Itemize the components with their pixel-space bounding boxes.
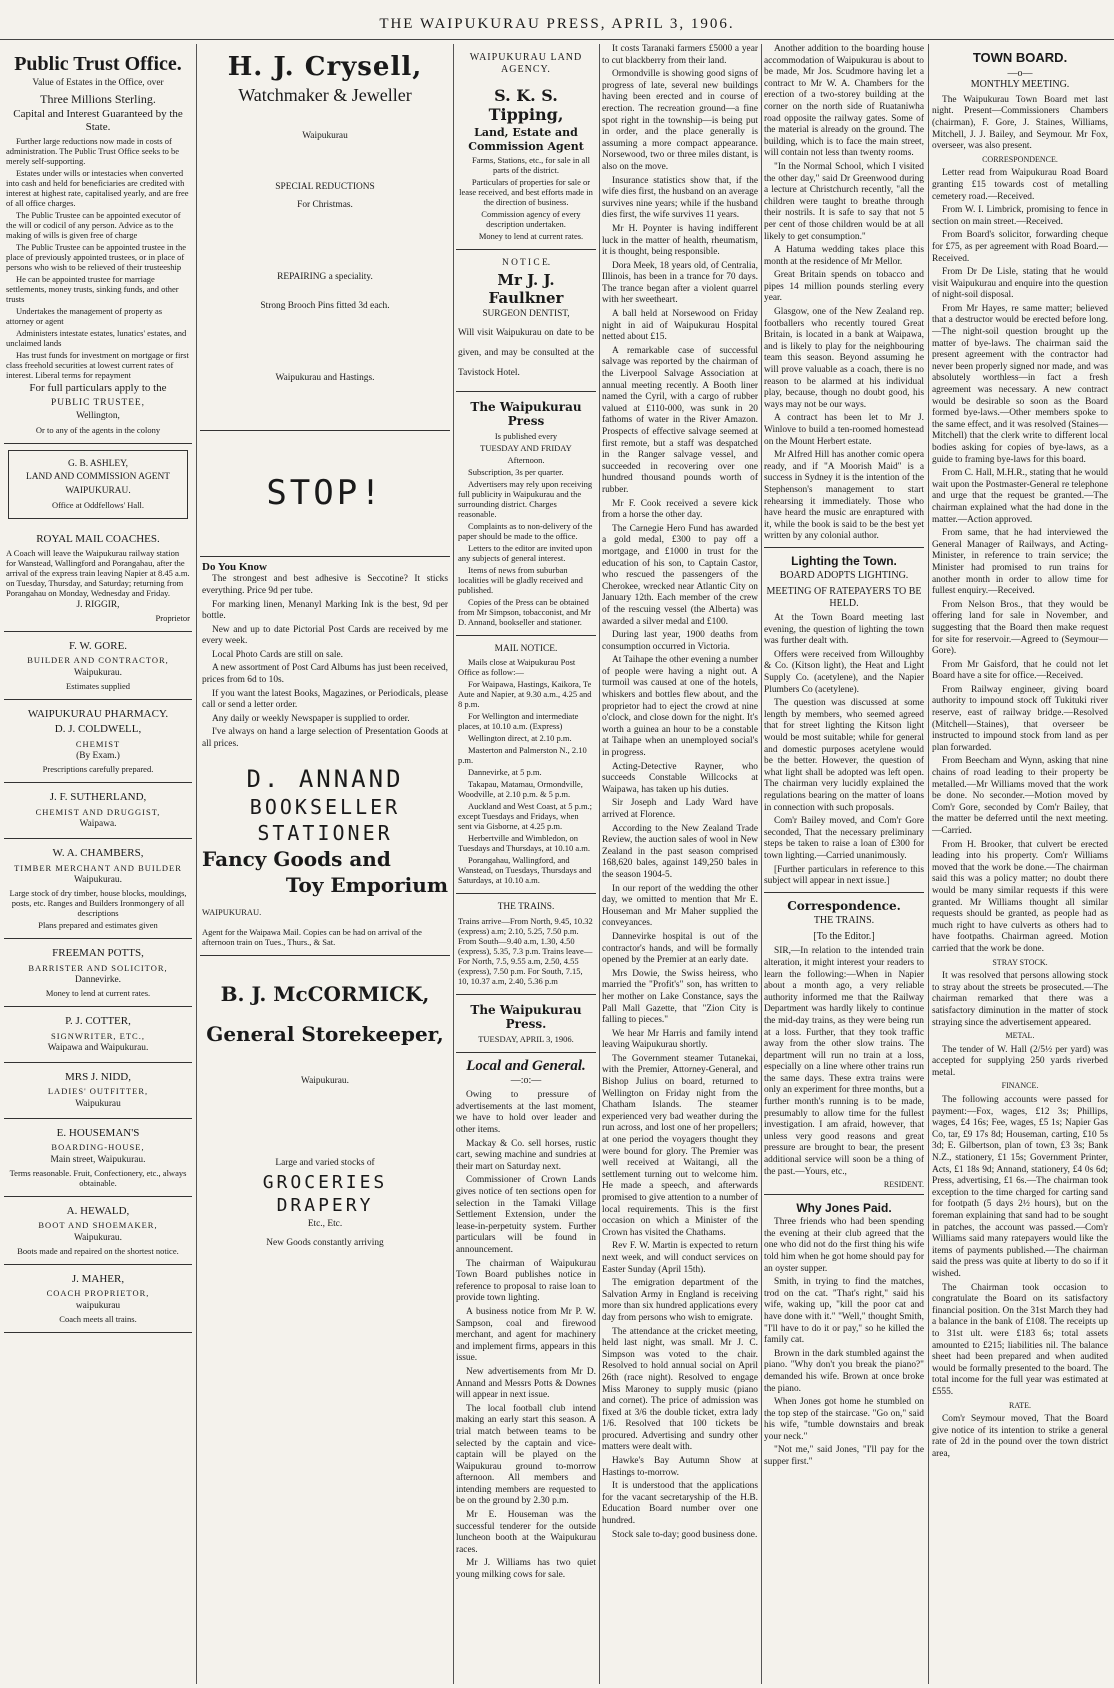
section-title: Local and General. (466, 1057, 586, 1074)
public-trust-ad (4, 44, 192, 444)
paragraph: Commission agency of every description undertaken. (481, 208, 581, 229)
paragraph: Smith, in trying to find the matches, trod on the cat. "That's right," said his wife, waking up, "kill the poor cat and have done with it." "Well," thought Smith, "I'll have to do it or pay," so he killed the family cat. (764, 1277, 924, 1346)
paragraph: Masterton and Palmerston N., 2.10 p.m. (458, 745, 587, 766)
section-subtitle: MONTHLY MEETING. (970, 79, 1070, 91)
paragraph: Mr Alfred Hill has another comic opera ready, and if "A Moorish Maid" is a success in Sydney it is the intention of the Stephenson's management to start rehearsing it immediately. Those who have heard the music are enraptured with it, while the book is said to be the best yet written by any colonial author. (764, 450, 924, 542)
paragraph: The Government steamer Tutanekai, with the Premier, Attorney-General, and Bishop Julius on board, returned to Wellington on Friday night from the Chatham Islands. The steamer experienced very bad weather during the run across, and lost one of her propellers; at one period the voyagers thought they were bound for glory. The Premier was well received at Waitangi, all the settlement turning out to welcome him. He made a speech, and afterwards promised to give attention to a number of local requirements. This is the first occasion on which a Minister of the Crown has visited the Chathams. (602, 1053, 758, 1238)
paragraph: Mr J. Williams has two quiet young milking cows for sale. (456, 1558, 596, 1581)
ad-line: DRAPERY (276, 1195, 374, 1217)
ad-town: Main street, Waipukurau. (50, 1154, 146, 1165)
ad-title: STOP! (266, 473, 384, 514)
ad-note: Proprietor (155, 613, 190, 624)
ad-line: Toy Emporium (285, 873, 448, 898)
ad-town: Waipukurau (302, 130, 348, 141)
paragraph: The Chairman took occasion to congratulate the Board on its satisfactory financial position. On the 31st March they had a balance in the bank of £108. The receipts up to 31st ult. were £183 6s; total assets amounted to £215; liabilities nil. The balance sheet had been prepared and when audited would be formally presented to the board. The total income for the full year was estimated at £555. (932, 1282, 1108, 1397)
paragraph: Local Photo Cards are still on sale. (212, 649, 343, 660)
ad-role: COACH PROPRIETOR, (46, 1288, 150, 1299)
paragraph: The question was discussed at some length by members, who seemed agreed that for street lighting the Kitson light would be most suitable; while for general and domestic purposes acetylene would be the better. However, the question of what light shall be adopted was left open. The chairman very lucidly explained the regulations bearing on the matter of loans in connection with such proposals. (764, 698, 924, 813)
ad-title: WAIPUKURAU LAND AGENCY. (469, 52, 583, 75)
ad-name: D. J. COLDWELL, (54, 723, 142, 736)
paragraph: He can be appointed trustee for marriage settlements, money trusts, sinking funds, and other trusts (6, 274, 179, 305)
ad-sig: J. RIGGIR, (76, 599, 120, 610)
paragraph: Mr H. Poynter is having indifferent luck in the matter of health, rheumatism, it is thought, being responsible. (602, 223, 758, 258)
paragraph: We hear Mr Harris and family intend leaving Waipukurau shortly. (602, 1028, 758, 1051)
paragraph: Particulars of properties for sale or lease received, and best efforts made in the direction of business. (459, 176, 593, 207)
ad-title: Do You Know (202, 561, 267, 574)
paragraph: Great Britain spends on tobacco and pipes 14 million pounds sterling every year. (764, 270, 924, 304)
ad-note: New Goods constantly arriving (266, 1238, 384, 1249)
ad-town: WAIPUKURAU. (202, 907, 262, 918)
dentist-notice (456, 250, 596, 392)
subheading: RATE. (1009, 1400, 1031, 1410)
column-3 (456, 44, 596, 1688)
paragraph: Auckland and West Coast, at 5 p.m.; except Tuesdays and Fridays, when sent via Gisborne, at 4.25 p.m. (458, 801, 593, 832)
section-title: MAIL NOTICE. (494, 643, 558, 654)
ad-name: Mr J. J. Faulkner (488, 271, 564, 308)
ad-line: Three Millions Sterling. (40, 91, 156, 106)
ad-note: Boots made and repaired on the shortest notice. (17, 1246, 179, 1257)
paragraph: Letters to the editor are invited upon any subjects of general interest. (458, 542, 593, 563)
gore-ad (4, 632, 192, 700)
mail-notice (456, 636, 596, 895)
ad-note: Prescriptions carefully prepared. (42, 764, 154, 775)
ad-town: waipukurau (75, 1300, 121, 1311)
ad-role: CHEMIST (75, 738, 121, 749)
section-subtitle: [To the Editor.] (813, 930, 875, 942)
section-title: Why Jones Paid. (796, 1200, 892, 1215)
ad-role: TIMBER MERCHANT AND BUILDER (14, 862, 182, 873)
paragraph: A contract has been let to Mr J. Winlove to build a ten-roomed homestead on the Mount Herbert estate. (764, 413, 924, 447)
ad-name: J. MAHER, (71, 1273, 125, 1286)
paragraph: A remarkable case of successful salvage was reported by the chairman of the Liverpool Salvage Association at annual meeting recently. A Booth liner named the Cyril, with a cargo of rubber valued at £110-000, was sunk in 20 fathoms of water in the River Amazon. Prospects of effective salvage seemed at first remote, but a staff was despatched in the Ranger salvage vessel, and succeeded in recovering over one hundred thousand pounds worth of rubber. (602, 345, 758, 495)
paragraph: Further large reductions now made in costs of administration. The Public Trust Office seeks to be merely self-supporting. (6, 136, 179, 167)
ad-name: W. A. CHAMBERS, (52, 847, 144, 860)
paragraph: Porangahau, Wallingford, and Wanstead, on Tuesdays, Thursdays and Saturdays, at 10.10 a.m. (458, 855, 592, 886)
paragraph: From Beecham and Wynn, asking that nine chains of road leading to their property be metalled.—Mr Williams moved that the work be done. No seconder.—Motion moved by Com'r Gore, seconded by Com'r Bailey, that the matter be deferred until the next meeting.—Carried. (932, 756, 1108, 836)
paragraph: A business notice from Mr P. W. Sampson, coal and firewood merchant, and agent for machinery and implement firms, appears in this issue. (456, 1306, 596, 1364)
paragraph: According to the New Zealand Trade Review, the auction sales of wool in New Zealand in the past season comprised 168,620 bales, against 149,250 bales in the season 1904-5. (602, 823, 758, 880)
ad-line: REPAIRING a speciality. (277, 271, 373, 282)
paragraph: The attendance at the cricket meeting, held last night, was small. Mr J. C. Simpson was voted to the chair. Resolved to hold annual social on April 26th (race night). Resolved to engage Miss Maroney to supply music (piano and cornet). The price of admission was fixed at 3/6 the double ticket, extra lady 1/6. Resolved that 100 tickets be procured. Advertising and sundry other matters were dealt with. (602, 1326, 758, 1453)
ad-trade: Watchmaker & Jeweller (238, 85, 412, 106)
paragraph: Herbertville and Wimbledon, on Tuesdays and Thursdays, at 10.10 a.m. (458, 833, 590, 854)
ad-line: Etc., Etc. (307, 1218, 343, 1229)
ad-line: PUBLIC TRUSTEE, (50, 397, 145, 408)
paragraph: Mr F. Cook received a severe kick from a horse the other day. (602, 498, 758, 521)
section-title: THE TRAINS. (497, 902, 555, 913)
paragraph: A Hatuma wedding takes place this month at the residence of Mr Mellor. (764, 245, 924, 267)
ad-note: Terms reasonable. Fruit, Confectionery, etc., always obtainable. (9, 1168, 187, 1189)
paragraph: Farms, Stations, etc., for sale in all parts of the district. (471, 154, 591, 175)
paragraph: Insurance statistics show that, if the wife dies first, the husband on an average survives nine years; while if the husband dies first, the wife survives 11 years. (602, 175, 758, 221)
ad-town: Dannevirke. (74, 974, 122, 985)
ad-role: SIGNWRITER, ETC., (51, 1030, 145, 1041)
paragraph: From Mr Hayes, re same matter; believed that a destructor would be erected before long.—The night-soil question brought up the matter of bye-laws. The chairman said the present agreement with the contractor had never been properly signed nor made, and was absolutely worthless—in fact a fresh agreement was necessary. A new contract would be desirable so soon as the Board formed bye-laws.—Other members spoke to the same effect, and it was resolved (Staines—Mitchell) that the clerk write to different local bodies asking for copies of bye-laws, as a guide to framing bye-laws for this board. (932, 303, 1108, 465)
paragraph: Stock sale to-day; good business done. (612, 1529, 758, 1540)
paragraph: Complaints as to non-delivery of the paper should be made to the office. (458, 520, 593, 541)
section-body: Trains arrive—From North, 9.45, 10.32 (express) a.m; 2.10, 5.25, 7.50 p.m. From South—9.40 a.m, 1.30, 4.50 (express), 5.35, 7.3 p.m. Trains leave—For North, 7.5, 9.55 a.m, 2.50, 4.55 (express), 7.50 p.m. For South, 7.15, 10, 10.37 a.m, 2.40, 5.36 p.m (458, 915, 593, 986)
column-1 (4, 44, 192, 1688)
separator: —o— (1007, 67, 1033, 79)
paragraph: A ball held at Norsewood on Friday night in aid of Waipukurau Hospital netted about £15. (602, 309, 758, 343)
paper-date: TUESDAY, APRIL 3, 1906. (478, 1033, 574, 1044)
paragraph: Any daily or weekly Newspaper is supplied to order. (212, 713, 410, 724)
paragraph: Subscription, 3s per quarter. (468, 466, 564, 477)
paragraph: [Further particulars in reference to this subject will appear in next issue.] (764, 864, 924, 887)
ad-role: SURGEON DENTIST, (482, 309, 570, 320)
ad-title: ROYAL MAIL COACHES. (36, 532, 160, 545)
paragraph: Ormondville is showing good signs of progress of late, several new buildings having been erected and in course of erection. The recreation ground—a fine spot right in the township—is being put in order, and the place generally is assuming a more compact appearance. Norsewood, two or three miles distant, is also on the move. (602, 69, 758, 172)
paragraph: It is understood that the applications for the vacant secretaryship of the H.B. Education Board number over one hundred. (602, 1481, 758, 1527)
trains-notice (456, 894, 596, 995)
ad-name: P. J. COTTER, (65, 1015, 131, 1028)
paragraph: Dora Meek, 18 years old, of Centralia, Illinois, has been in a trance for 70 days. The trance began after a violent quarrel with her sweetheart. (602, 260, 758, 306)
houseman-ad (4, 1119, 192, 1197)
ad-line: Wellington, (76, 411, 120, 422)
ad-body (6, 136, 190, 380)
ad-line: Value of Estates in the Office, over (32, 78, 164, 88)
paragraph: For Wellington and intermediate places, at 10.10 a.m. (Express) (458, 711, 579, 732)
ad-name: A. HEWALD, (66, 1205, 130, 1218)
paragraph: Undertakes the management of property as attorney or agent (6, 306, 163, 327)
paragraph: From Railway engineer, giving board authority to impound stock off Tukituki river reserve, east of railway bridge.—Resolved (Mitchell—Staines), that overseer be instructed to impound stock from land as per plan forwarded. (932, 684, 1108, 753)
paragraph: For marking linen, Menanyl Marking Ink is the best, 9d per bottle. (202, 599, 448, 622)
paragraph: From Board's solicitor, forwarding cheque for £75, as per agreement with Road Board.—Received. (932, 230, 1108, 264)
ad-name: S. K. S. Tipping, (488, 86, 564, 125)
paragraph: "Not me," said Jones, "I'll pay for the supper first." (764, 1445, 924, 1468)
ad-line: Afternoon. (507, 454, 545, 465)
ad-line: Is published every (494, 430, 558, 441)
paragraph: The chairman of Waipukurau Town Board publishes notice in reference to proposal to raise loan to provide town lighting. (456, 1258, 596, 1304)
ad-body: Will visit Waipukurau on date to be given, and may be consulted at the Tavistock Hotel. (458, 327, 594, 378)
ad-trade: BOOKSELLER (249, 795, 401, 820)
ad-name: D. ANNAND (246, 764, 404, 793)
paragraph: The following accounts were passed for payment:—Fox, wages, £12 3s; Phillips, wages, £4 16s; Fee, wages, £5 1s; Napier Gas Co, tar, £9 17s 8d; Houseman, carting, £10 5s 3d; E. Gilbertson, plan of town, £3 3s; Bank N.Z., stationery, £1 15s; Government Printer, Acts, £1 18s 9d; Annand, stationery, £4 0s 6d; Press, advertising, £1 6s.—The chairman took exception to the time charged for carting sand for footpath (5 days 2½ hours), but on the foreman explaining that sand had to be sought in patches, the account was passed.—Com'r Williams said many ratepayers would like the items of payments published.—The chairman said the press was quite at liberty to do so if it wished. (932, 1095, 1108, 1279)
paper-title: The Waipukurau Press. (470, 1002, 582, 1032)
ad-line: GROCERIES (262, 1171, 388, 1193)
ad-line: For full particulars apply to the (29, 382, 167, 395)
subheading: CORRESPONDENCE. (982, 154, 1058, 164)
column-2 (200, 44, 450, 1688)
ad-line: For Christmas. (297, 199, 353, 210)
paragraph: Mrs Dowie, the Swiss heiress, who married the "Profit's" son, has written to her mother on Lake Constance, says the Pall Mall Gazette, that "Zion City is falling to pieces." (602, 968, 758, 1026)
notice-title: N O T I C E. (501, 257, 551, 268)
ad-name: FREEMAN POTTS, (52, 947, 144, 960)
hewald-ad (4, 1197, 192, 1265)
ad-note: Agent for the Waipawa Mail. Copies can be had on arrival of the afternoon train on Tues., Thurs., & Sat. (202, 927, 422, 948)
paragraph: Wellington direct, at 2.10 p.m. (468, 733, 572, 744)
paragraph: Has trust funds for investment on mortgage or first class freehold securities at lowest current rates of interest. Liberal terms for repayment (6, 350, 189, 381)
ad-line: TUESDAY AND FRIDAY (480, 442, 572, 453)
ad-line: Or to any of the agents in the colony (35, 424, 161, 435)
edition-header (456, 995, 596, 1053)
ashley-ad (8, 450, 188, 519)
paragraph: From W. I. Limbrick, promising to fence in section on main street.—Received. (932, 205, 1108, 227)
subheading: FINANCE. (1001, 1081, 1039, 1091)
ad-town: Waipawa and Waipukurau. (47, 1042, 149, 1053)
paragraph: For Waipawa, Hastings, Kaikora, Te Aute and Napier, at 9.30 a.m., 4.25 and 8 p.m. (458, 679, 592, 710)
paragraph: Copies of the Press can be obtained from Mr Simpson, tobacconist, and Mr D. Annand, bookseller and stationer. (458, 596, 591, 627)
cotter-ad (4, 1007, 192, 1063)
paragraph: Three friends who had been spending the evening at their club agreed that the one who did not do the first thing his wife told him when he got home should pay for an oyster supper. (764, 1217, 924, 1274)
separator: —:o:— (510, 1074, 542, 1086)
paragraph: It costs Taranaki farmers £5000 a year to cut blackberry from their land. (602, 44, 758, 66)
section-title: Lighting the Town. (791, 553, 897, 568)
ad-note: Plans prepared and estimates given (38, 920, 158, 931)
paragraph: From Nelson Bros., that they would be offering land for sale in November, and suggesting that the Board then make request for site for reservoir.—Agreed to (Seymour—Gore). (932, 599, 1108, 657)
ad-name: J. F. SUTHERLAND, (49, 791, 147, 804)
ad-name: F. W. GORE. (68, 640, 128, 653)
paragraph: Estates under wills or intestacies when converted into cash and held for beneficiaries are credited with interest at highest rate, capitalised yearly, and are free of all office charges. (6, 168, 189, 209)
ad-note: Money to lend at current rates. (45, 988, 151, 999)
section-title: TOWN BOARD. (972, 50, 1068, 65)
paragraph: Com'r Bailey moved, and Com'r Gore seconded, That the necessary preliminary steps be taken to raise a loan of £300 for town lighting.—Carried unanimously. (764, 816, 924, 861)
ad-role: BUILDER AND CONTRACTOR, (27, 655, 169, 666)
ad-role: LAND AND COMMISSION AGENT (25, 472, 170, 483)
paragraph: Another addition to the boarding house accommodation of Waipukurau is about to be made, Mr Jos. Scudmore having let a contract to Mr W. A. Chambers for the erection of a two-storey building at the corner on the north side of Ruataniwha road opposite the railway gates. Some of the material is already on the ground. The building, which is to face the main street, will contain not less than twenty rooms. (764, 44, 924, 159)
paragraph: Takapau, Matamau, Ormondville, Woodville, at 2.10 p.m. & 5 p.m. (458, 779, 583, 800)
paragraph: The local football club intend making an early start this season. A trial match between teams to be selected by the captain and vice-captain will be played on the Waipukurau ground to-morrow afternoon. All members and intending members are requested to be on the ground by 2.30 p.m. (456, 1403, 596, 1507)
paragraph: Offers were received from Willoughby & Co. (Kitson light), the Heat and Light Supply Co. (acetylene), and the Napier Plumbers Co (acetylene). (764, 649, 924, 695)
ad-line: Large and varied stocks of (275, 1158, 375, 1169)
stop-ad (200, 431, 450, 557)
signature: RESIDENT. (883, 1180, 924, 1190)
paragraph: At the Town Board meeting last evening, the question of lighting the town was further dealt with. (764, 613, 924, 647)
ad-role: Land, Estate and Commission Agent (468, 126, 584, 153)
paragraph: Dannevirke, at 5 p.m. (468, 767, 542, 778)
ad-title: Public Trust Office. (14, 53, 182, 75)
section-subtitle: MEETING OF RATEPAYERS TO BE HELD. (766, 585, 922, 609)
ad-role: BOOT AND SHOEMAKER, (38, 1220, 158, 1231)
paragraph: Owing to pressure of advertisements at the last moment, we have to hold over leader and other items. (456, 1090, 596, 1136)
paragraph: In our report of the wedding the other day, we omitted to mention that Mr E. Houseman and Mr Maher supplied the conveyances. (602, 883, 758, 929)
ad-name: H. J. Crysell, (227, 52, 423, 82)
paragraph: New advertisements from Mr D. Annand and Messrs Potts & Downes will appear in next issue. (456, 1366, 596, 1401)
paragraph: From same, that he had interviewed the General Manager of Railways, and Acting-Minister, in reference to train service; the Minister had promised to run trains for another month in order to allow time for fullest enquiry.—Received. (932, 528, 1108, 597)
paragraph: The Public Trustee can be appointed trustee in the place of previously appointed trustees, or in place of persons who wish to be relieved of their trusteeship (6, 242, 186, 273)
paragraph: It was resolved that persons allowing stock to stray about the streets be prosecuted.—The chairman remarked that there was a satisfactory diminution in the matter of stock straying since the advertisement appeared. (932, 971, 1108, 1028)
paragraph: During last year, 1900 deaths from consumption occurred in Victoria. (602, 630, 758, 652)
paragraph: A new assortment of Post Card Albums has just been received, prices from 6d to 10s. (202, 663, 448, 686)
paragraph: Letter read from Waipukurau Road Board granting £15 towards cost of metalling cemetery road.—Received. (932, 168, 1108, 202)
ad-role: CHEMIST AND DRUGGIST, (35, 806, 161, 817)
paragraph: Administers intestate estates, lunatics' estates, and unclaimed lands (6, 328, 187, 349)
paragraph: From H. Brooker, that culvert be erected leading into his property. Com'r Williams moved that the work be done.—The chairman said this was a policy matter; no doubt there would be many similar requests if this were granted. Mr Williams thought all similar requests should be granted, as people had as much right to have culverts as others had to have footpaths. Chairman agreed. Motion carried that the work be done. (932, 839, 1108, 954)
mccormick-ad (200, 956, 450, 1258)
paragraph: Acting-Detective Rayner, who succeeds Constable Willcocks at Waipawa, has taken up his duties. (602, 761, 758, 795)
paragraph: "In the Normal School, which I visited the other day," said Dr Greenwood during a lecture at Christchurch recently, "all the children were taught to breathe through their nostrils. It is safe to say that not 5 per cent of those children would be at all likely to get consumption." (764, 161, 924, 242)
paragraph: The strongest and best adhesive is Seccotine? It sticks everything. Price 9d per tube. (202, 574, 448, 596)
paragraph: Sir Joseph and Lady Ward have arrived at Florence. (602, 798, 758, 820)
paragraph: Glasgow, one of the New Zealand rep. footballers who recently toured Great Britain, is located in a bank at Waipawa, and is likely to play for the neighbouring team this season. Beyond assuming he will prove valuable as a coach, there is no reason to be alarmed at his individual play, because, though no doubt good, his ways may not be our ways. (764, 307, 924, 410)
paragraph: From Mr Gaisford, that he could not let Board have a site for office.—Received. (932, 659, 1108, 682)
paragraph: Hawke's Bay Autumn Show at Hastings to-morrow. (602, 1456, 758, 1478)
ad-body: Large stock of dry timber, house blocks, mouldings, posts, etc. Ranges and Builders Ironmongery of all descriptions (9, 888, 187, 919)
paragraph: Dannevirke hospital is out of the contractor's hands, and will be formally opened by the Premier at an early date. (602, 931, 758, 966)
potts-ad (4, 939, 192, 1007)
paragraph: The Public Trustee can be appointed executor of the will or codicil of any person. Advice as to the making of wills is given free of charge (6, 210, 181, 241)
chambers-ad (4, 839, 192, 939)
paragraph: Items of news from suburban localities will be gladly received and published. (458, 564, 583, 595)
paragraph: Commissioner of Crown Lands gives notice of ten sections open for selection in the Tamaki Village Settlement Extension, under the lease-in-perpetuity system. Further particulars will be found in announcement. (456, 1175, 596, 1255)
annand-ad (200, 757, 450, 957)
ad-body: A Coach will leave the Waipukurau railway station for Wanstead, Wallingford and Porangahau, after the arrival of the express train leaving Napier at 8.45 a.m. on Tuesday, Thursday, and Saturday; returning from Porangahau on Monday, Wednesday and Friday. (6, 547, 190, 598)
paragraph: Rev F. W. Martin is expected to return next week, and will conduct services on Easter Sunday (April 15th). (602, 1241, 758, 1275)
ad-role: BARRISTER AND SOLICITOR, (28, 962, 168, 973)
paragraph: SIR,—In relation to the intended train alteration, it might interest your readers to learn the following:—When in Napier about a month ago, a very reliable authority informed me that the Railway Department was hardly likely to continue the mid-day trains, as they were being run at a loss. Further, that they took traffic away from the other slow trains. The department will run no train at a loss, especially on a line where other trains run the same days. These extra trains were only an experiment for three months, but a further month's running is to be made, presumably to allow time for the fullest investigation. I am afraid, however, that unless very good reasons and great pressure are brought to bear, the present additional service will soon be a thing of the past.—Yours, etc., (764, 946, 924, 1177)
ad-town: Waipawa. (79, 818, 117, 829)
section-subtitle: BOARD ADOPTS LIGHTING. (779, 570, 909, 582)
ad-note: Estimates supplied (66, 681, 130, 692)
ad-title: WAIPUKURAU PHARMACY. (27, 708, 169, 721)
ad-line: Fancy Goods and (202, 847, 391, 872)
sutherland-ad (4, 783, 192, 839)
paragraph: The tender of W. Hall (2/5½ per yard) was accepted for supplying 250 yards riverbed metal. (932, 1044, 1108, 1078)
paragraph: Com'r Seymour moved, That the Board give notice of its intention to strike a general rate of 2d in the pound over the town district area, (932, 1414, 1108, 1459)
ad-role: LADIES' OUTFITTER, (47, 1086, 149, 1097)
ad-trade: General Storekeeper, (206, 1022, 444, 1047)
ad-town: Waipukurau. (301, 1076, 349, 1087)
ad-town: Waipukurau. (74, 1232, 122, 1243)
ad-town: Waipukurau. (74, 874, 122, 885)
masthead: THE WAIPUKURAU PRESS, APRIL 3, 1906. (0, 0, 1114, 40)
paragraph: If you want the latest Books, Magazines, or Periodicals, please call or send a letter order. (202, 688, 448, 711)
ad-name: E. HOUSEMAN'S (56, 1127, 140, 1140)
paragraph: When Jones got home he stumbled on the top step of the staircase. "Go on," said his wife, "tumble downstairs and break your neck." (764, 1397, 924, 1442)
paragraph: Advertisers may rely upon receiving full publicity in Waipukurau and the surrounding district. Charges reasonable. (458, 478, 593, 519)
paragraph: From Dr De Lisle, stating that he would visit Waipukurau and enquire into the question of night-soil disposal. (932, 267, 1108, 301)
ad-title: The Waipukurau Press (470, 399, 582, 429)
column-5 (764, 44, 924, 1688)
ad-name: MRS J. NIDD, (64, 1071, 131, 1084)
maher-ad (4, 1265, 192, 1333)
subheading: METAL. (1005, 1031, 1035, 1041)
ad-town: Waipukurau (75, 1098, 121, 1109)
ad-town: WAIPUKURAU. (65, 485, 131, 496)
ad-by: (By Exam.) (76, 750, 120, 761)
crysell-ad (200, 44, 450, 431)
ad-name: B. J. McCORMICK, (220, 982, 430, 1007)
paragraph: Brown in the dark stumbled against the piano. "Why don't you break the piano?" demanded his wife. Brown at once broke the piano. (764, 1348, 924, 1394)
paragraph: Money to lend at current rates. (478, 230, 584, 241)
paragraph: Mackay & Co. sell horses, rustic cart, sewing machine and sundries at their mart on Saturday next. (456, 1138, 596, 1172)
paragraph: Mr E. Houseman was the successful tenderer for the outside luncheon booth at the Waipukurau races. (456, 1510, 596, 1555)
paragraph: From C. Hall, M.H.R., stating that he would wait upon the Postmaster-General re telephone and urge that the request be granted.—The chairman explained what the had done in the matter.—Action approved. (932, 468, 1108, 525)
paragraph: The Carnegie Hero Fund has awarded a gold medal, £300 to pay off a mortgage, and £1000 in trust for the education of his son, to Captain Castor, who rescued the passengers of the Cherokee, wrecked near Atlantic City on January 12th. Each member of the crew of the rescuing vessel (the Alberta) was awarded a silver medal and £100. (602, 523, 758, 627)
paragraph: The emigration department of the Salvation Army in England is receiving more than six hundred applications every day from persons who wish to emigrate. (602, 1278, 758, 1323)
subheading: STRAY STOCK. (992, 957, 1048, 967)
nidd-ad (4, 1063, 192, 1119)
paragraph: Mails close at Waipukurau Post Office as follow:— (458, 657, 576, 678)
mail-coaches-ad (4, 525, 192, 633)
section-subtitle: THE TRAINS. (813, 915, 875, 927)
column-4 (602, 44, 758, 1688)
paragraph: I've always on hand a large selection of Presentation Goods at all prices. (202, 727, 448, 750)
paragraph: New and up to date Pictorial Post Cards are received by me every week. (202, 624, 448, 647)
column-6 (932, 44, 1108, 1688)
ad-note: Coach meets all trains. (59, 1314, 137, 1325)
ad-line: Waipukurau and Hastings. (275, 372, 375, 383)
press-notice (456, 392, 596, 636)
paragraph: The Waipukurau Town Board met last night. Present—Commissioners Chambers (chairman), F. Gore, J. Staines, Williams, Mitchell, J. J. Bailey, and Seymour. Mr Fox, overseer, was also present. (932, 94, 1108, 152)
land-agency-ad (456, 44, 596, 250)
ad-town: Waipukurau. (74, 667, 122, 678)
paragraph: At Taihape the other evening a number of people were having a night out. A turmoil was caused at one of the hotels, whiskers and bottles flew about, and the proprietor had to eject the crowd at nine o'clock, and close down for the night. It's worth a guinea an hour to be a constable at Taihape when an unemployed social's in progress. (602, 655, 758, 759)
pharmacy-ad (4, 700, 192, 783)
do-you-know-ad (200, 557, 450, 757)
ad-trade: STATIONER (257, 821, 393, 846)
ad-line: Strong Brooch Pins fitted 3d each. (260, 301, 390, 312)
ad-role: BOARDING-HOUSE, (51, 1142, 145, 1153)
section-title: Correspondence. (787, 898, 901, 913)
ad-note: Office at Oddfellows' Hall. (51, 499, 144, 510)
ad-name: G. B. ASHLEY, (68, 458, 128, 469)
ad-line: Capital and Interest Guaranteed by the State. (13, 107, 183, 134)
ad-line: SPECIAL REDUCTIONS (275, 182, 375, 193)
